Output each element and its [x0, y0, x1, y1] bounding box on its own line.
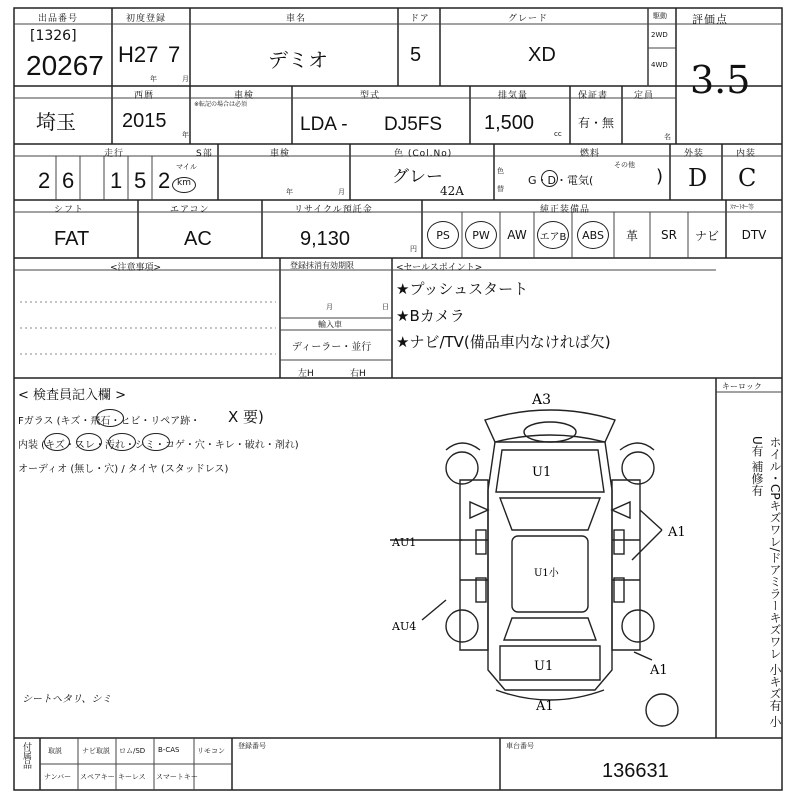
grade-value: XD [528, 44, 556, 66]
diesel-circle [541, 170, 558, 187]
fuel-other: その他 [614, 161, 635, 169]
import-label: 輸入車 [318, 320, 342, 329]
acc-navi-manual: ナビ取説 [82, 747, 110, 755]
doors-label: ドア [410, 14, 430, 24]
km-unit: km [177, 178, 191, 188]
ac-label: エアコン [170, 205, 210, 215]
acc-remote: リモコン [197, 747, 225, 755]
lot-label: 出品番号 [38, 14, 79, 24]
equip-dtv: DTV [741, 228, 767, 242]
mark-bottom: A1 [536, 699, 554, 714]
equip-navi: ナビ [694, 228, 719, 243]
acc-rom: ロム/SD [119, 747, 146, 755]
equip-leather: 革 [625, 228, 638, 243]
color-side: 色 [497, 167, 504, 175]
fuel-options: G・D・電気( [528, 174, 594, 187]
expiry-month: 月 [326, 303, 333, 311]
inspector-title: < 検査員記入欄 > [18, 388, 127, 403]
equip-airbag: エアB [534, 217, 572, 253]
mark-left-rear: AU4 [392, 620, 417, 633]
year-unit: 年 [150, 75, 157, 83]
acc-bcas: B-CAS [158, 746, 180, 754]
acc-smartkey: スマートキー [156, 773, 198, 781]
mark-roof: U1小 [534, 568, 559, 579]
sales-label: <セールスポイント> [396, 263, 483, 273]
model-prefix: LDA - [300, 114, 348, 135]
lot-code: [1326] [30, 28, 77, 44]
mile-unit: マイル [176, 163, 197, 171]
acc-manual: 取説 [48, 747, 62, 755]
warranty-label: 保証書 [578, 91, 609, 101]
inspection-month: 月 [338, 188, 345, 196]
drive-2wd: 2WD [651, 31, 668, 39]
dirt-circle [108, 433, 136, 451]
sales-point: ★Bカメラ [396, 307, 465, 325]
inspection-label: 車検 [270, 149, 291, 159]
car-diagram [392, 390, 700, 714]
mark-right-door: A1 [668, 525, 686, 540]
chassis-label: 車台番号 [506, 742, 534, 750]
stain-circle [142, 433, 170, 451]
miles-label: S部 [196, 149, 213, 159]
mark-hood: U1 [532, 465, 552, 480]
car-name-label: 車名 [286, 14, 307, 24]
mark-left-door: AU1 [392, 536, 417, 549]
inspector-interior: 内装 (キズ・スレ・汚れ・シミ・コゲ・穴・キレ・破れ・剤れ) [18, 440, 299, 451]
color-label: 色 (Col.No) [394, 149, 453, 159]
shaken-label: 車検 [234, 91, 255, 101]
warranty-value: 有・無 [578, 116, 615, 130]
recycle-label: リサイクル預託金 [294, 205, 373, 215]
yen-unit: 円 [410, 245, 417, 253]
fuel-label: 燃料 [580, 149, 601, 159]
model-code: DJ5FS [384, 114, 443, 135]
year-label: 西暦 [134, 91, 155, 101]
shift-value: FAT [54, 228, 90, 250]
first-reg-label: 初度登録 [126, 14, 167, 24]
model-label: 型式 [360, 91, 381, 101]
exterior-grade: D [688, 164, 708, 192]
lot-number: 20267 [26, 50, 104, 81]
smartkey-label: ｽﾏｰﾄｷｰ等 [730, 204, 755, 211]
equip-abs: ABS [572, 217, 614, 253]
capacity-unit: 名 [664, 133, 671, 141]
shift-label: シフト [54, 205, 85, 215]
inspector-audio: オーディオ (無し・穴) / タイヤ (スタッドレス) [18, 464, 229, 475]
score-label: 評価点 [692, 13, 728, 26]
import-type: ディーラー・並行 [292, 342, 372, 353]
mark-right-rear: A1 [650, 663, 668, 678]
scuff-circle [76, 433, 102, 451]
sales-point: ★ナビ/TV(備品車内なければ欠) [396, 333, 611, 351]
scratch-circle [44, 433, 70, 451]
mileage-label: 走行 [104, 149, 125, 159]
cc-unit: cc [554, 130, 562, 138]
mark-trunk: U1 [534, 659, 554, 674]
equip-ps: PS [424, 217, 462, 253]
year-unit-2: 年 [182, 131, 189, 139]
displacement-label: 排気量 [498, 91, 529, 101]
mark-top: A3 [532, 392, 552, 408]
fuel-close: ) [656, 166, 664, 187]
equip-aw: AW [507, 228, 527, 242]
color-code: 42A [440, 184, 464, 198]
color-change: 替 [497, 185, 504, 193]
inspector-glass: Fガラス (キズ・飛石・ヒビ・リペア跡・ [18, 416, 201, 427]
car-name: デミオ [268, 50, 328, 72]
score-value: 3.5 [690, 58, 751, 102]
month-unit: 月 [182, 75, 189, 83]
capacity-label: 定員 [634, 91, 655, 101]
accessories-label: 付属品 [21, 742, 31, 769]
mileage-digit: 1 [110, 168, 123, 193]
interior-label: 内装 [736, 149, 757, 159]
region: 埼玉 [36, 112, 76, 134]
expiry-label: 登録抹消有効期限 [290, 261, 354, 270]
shaken-note: ※転記の場合は必須 [194, 101, 248, 108]
equip-label: 純正装備品 [540, 205, 591, 215]
sales-point: ★プッシュスタート [396, 280, 529, 298]
color-value: グレー [392, 167, 443, 186]
doors-value: 5 [410, 44, 422, 66]
drive-label: 駆動 [653, 12, 667, 20]
mileage-digit: 6 [62, 168, 75, 193]
acc-keyless: キーレス [118, 773, 146, 781]
handwritten-note: シートヘタリ、シミ [22, 694, 112, 705]
acc-number: ナンバー [44, 773, 72, 781]
first-reg-era: H27 [118, 42, 159, 67]
ac-value: AC [184, 228, 212, 250]
handle-right: 右H [350, 369, 366, 379]
glass-mark: X 要) [228, 408, 264, 426]
recycle-value: 9,130 [300, 228, 351, 250]
expiry-day: 日 [382, 303, 389, 311]
chassis-number: 136631 [602, 760, 669, 782]
mileage-digit: 2 [158, 168, 171, 193]
caution-label: <注意事項> [110, 263, 162, 273]
first-reg-month: 7 [168, 42, 181, 67]
equip-pw: PW [462, 217, 500, 253]
grade-label: グレード [508, 14, 549, 24]
mileage-digit: 5 [134, 168, 147, 193]
handle-left: 左H [298, 369, 314, 379]
displacement-value: 1,500 [484, 112, 535, 134]
drive-4wd: 4WD [651, 61, 668, 69]
chip-circle [96, 409, 124, 427]
interior-grade: C [738, 164, 757, 192]
reg-number-label: 登録番号 [238, 742, 266, 750]
equip-sr: SR [661, 228, 677, 242]
acc-sparekey: スペアキー [80, 773, 115, 781]
side-inspection-text: ホイル・CPキズワレ/ドアミラーキズワレ 小キズ有 小U有 補修有 [750, 436, 782, 728]
inspection-year: 年 [286, 188, 293, 196]
year-value: 2015 [122, 110, 167, 132]
mileage-digit: 2 [38, 168, 51, 193]
keylock-label: キーロック [722, 382, 762, 391]
exterior-label: 外装 [684, 149, 705, 159]
